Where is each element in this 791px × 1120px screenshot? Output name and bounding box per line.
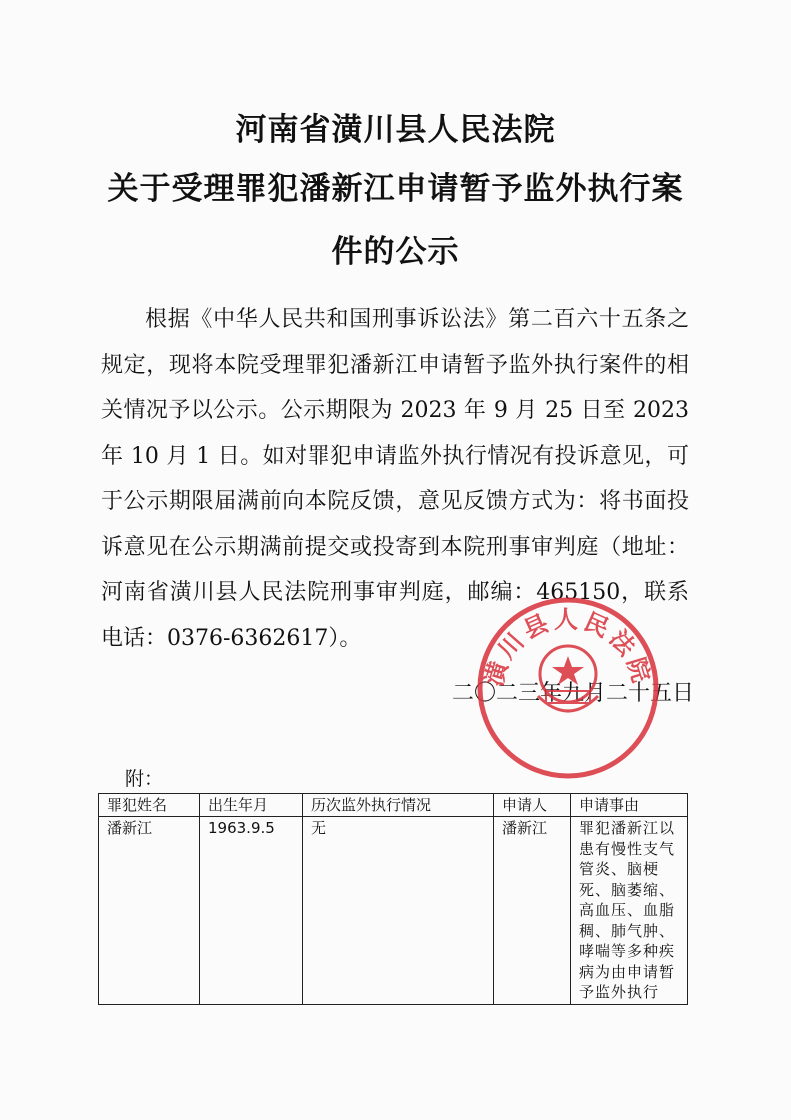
cell-applicant: 潘新江 xyxy=(494,817,571,1005)
title-line-1: 河南省潢川县人民法院 xyxy=(235,112,556,148)
cell-name: 潘新江 xyxy=(99,817,200,1005)
court-seal xyxy=(476,596,660,780)
header-name: 罪犯姓名 xyxy=(99,794,200,817)
emblem-star-icon xyxy=(552,656,584,685)
header-history: 历次监外执行情况 xyxy=(303,794,494,817)
title-line-2: 关于受理罪犯潘新江申请暂予监外执行案 xyxy=(107,171,684,207)
cell-birth: 1963.9.5 xyxy=(200,817,303,1005)
signature-date: 二〇二三年九月二十五日 xyxy=(452,681,695,706)
table-header-row xyxy=(99,794,688,817)
table-row xyxy=(99,817,688,1005)
header-reason: 申请事由 xyxy=(571,794,688,817)
attachment-label: 附： xyxy=(125,768,164,790)
attachment-table xyxy=(98,793,688,1005)
header-birth: 出生年月 xyxy=(200,794,303,817)
header-applicant: 申请人 xyxy=(494,794,571,817)
cell-history: 无 xyxy=(303,817,494,1005)
body-paragraph: 根据《中华人民共和国刑事诉讼法》第二百六十五条之规定，现将本院受理罪犯潘新江申请暂予监外执行案件的相关情况予以公示。公示期限为 2023 年 9 月 25 日至 2023 年 10 月 1 日。如对罪犯申请监外执行情况有投诉意见，可于公示期限届满前向本院反馈，意见反馈方式为：将书面投诉意见在公示期满前提交或投寄到本院刑事审判庭（地址：河南省潢川县人民法院刑事审判庭，邮编：465150，联系电话：0376-6362617）。 xyxy=(101,307,689,651)
seal-text: 潢川县人民法院 xyxy=(478,604,658,690)
cell-reason: 罪犯潘新江以患有慢性支气管炎、脑梗死、脑萎缩、高血压、血脂稠、肺气肿、哮喘等多种疾病为由申请暂予监外执行 xyxy=(571,817,688,1005)
title-line-3: 件的公示 xyxy=(331,234,460,270)
